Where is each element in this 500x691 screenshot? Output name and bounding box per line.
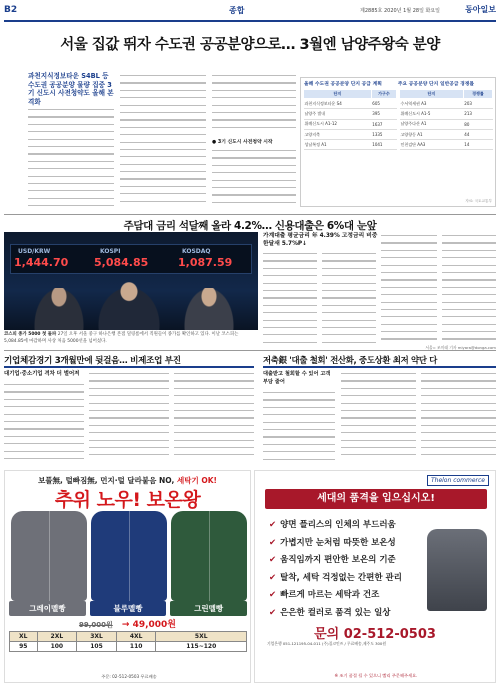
ad-footer: 주문: 02-512-0503 무료배송 (101, 674, 157, 679)
brand-logo: Thelon commerce (427, 475, 489, 486)
ad-tagline-text: 보풀無, 털빠짐無, 먼지·털 달라붙음 NO, (38, 476, 175, 485)
fit-cell: 110 (116, 642, 156, 652)
gray-jacket-image (11, 511, 87, 601)
article3-body-col2 (89, 370, 169, 465)
article4-body-col2 (341, 370, 416, 465)
ad-header: 세대의 품격을 입으십시오! (265, 489, 487, 509)
table-left (303, 89, 397, 150)
jacket-label: 블루멜빵 (90, 601, 167, 616)
caption-text: 27일 오후 서울 중구 하나은행 본점 딜링룸에서 직원들이 종가를 확인하고 있다. 이날 코스피는 5,084.85에 마감하며 사상 처음 5000선을 넘어섰다. (4, 332, 239, 344)
board-value: 1,444.70 (14, 256, 69, 269)
board-label: USD/KRW (18, 248, 51, 255)
article1-body-col2 (120, 72, 206, 210)
person-figure (184, 288, 234, 330)
size-cell: 4XL (116, 632, 156, 642)
feature-item: ✔ 탈착, 세탁 걱정없는 간편한 관리 (269, 572, 402, 583)
headline-rule (263, 366, 496, 368)
table-header: 경쟁률 (463, 90, 492, 99)
table-row: 남양주 별내 395 (304, 109, 397, 119)
article4-subhead: 대출받고 철회할 수 있어 고객 부담 줄어 (263, 371, 331, 385)
size-cell: 5XL (156, 632, 247, 642)
article4-headline: 저축銀 '대출 철회' 전산화, 중도상환 최저 약단 다 (263, 355, 438, 365)
article1-subhead: ● 3기 신도시 사전청약 시작 (212, 140, 273, 145)
feature-item: ✔ 은은한 컬러로 품격 있는 일상 (269, 607, 391, 618)
board-label: KOSPI (100, 248, 121, 255)
article4-body-col3 (421, 370, 496, 465)
article3-body-col3 (174, 370, 254, 465)
page-number: B2 (4, 5, 18, 15)
table-source: 자료: 국토교통부 (465, 199, 492, 203)
article4-body-col1 (263, 389, 335, 465)
old-price: 99,000원 (78, 621, 113, 629)
check-icon: ✔ (269, 572, 277, 583)
commerce-advertisement[interactable] (254, 470, 496, 683)
byline: 서울= 조미래 기자 miyara@donga.com (425, 345, 496, 350)
headline-rule (4, 366, 254, 368)
feature-item: ✔ 양면 플리스의 인체의 부드러움 (269, 520, 396, 530)
coat-image (427, 529, 487, 611)
article2-subhead: 가계대출 평균금리 年 4.39% 고정금리 비중 한달새 5.7%P↓ (263, 233, 378, 247)
section-label: 종합 (229, 6, 245, 15)
size-cell: 3XL (77, 632, 117, 642)
table-header: 단지 (304, 90, 372, 99)
table-row: 고양지축 1335 (304, 129, 397, 139)
fit-cell: 115~120 (156, 642, 247, 652)
second-headline: 주담대 금리 석달째 올라 4.2%… 신용대출은 6%대 눈앞 (123, 220, 377, 232)
check-icon: ✔ (269, 607, 277, 618)
account-info: 기업은행 051-121195-04-011 (주)집코인즈 / 무료배송,제주도 300원 (267, 641, 387, 646)
fit-cell: 105 (77, 642, 117, 652)
new-price: → 49,000원 (121, 620, 177, 630)
table-right (399, 89, 493, 150)
article1-lead: 과천지식정보타운 S4BL 등 수도권 공공분양 물량 집중 3기 신도시 사전청약도 올해 본격화 (28, 72, 114, 106)
board-label: KOSDAQ (182, 248, 211, 255)
size-cell: XL (10, 632, 38, 642)
jacket-label: 그린멜빵 (170, 601, 247, 616)
article3-subhead: 대기업·중소기업 격차 더 벌어져 (4, 371, 80, 377)
feature-list (269, 517, 402, 622)
feature-item: ✔ 가볍지만 눈처럼 따뜻한 보온성 (269, 537, 396, 548)
photo-caption (4, 332, 258, 345)
ad-price (5, 617, 250, 630)
article2-body-col1 (263, 250, 317, 346)
article3-headline: 기업체감경기 3개월만에 뒷걸음… 비제조업 부진 (4, 356, 181, 366)
check-icon: ✔ (269, 520, 277, 530)
newspaper-logo: 동아일보 (465, 5, 496, 14)
ad-title: 추위 노우! 보온왕 (54, 489, 201, 511)
divider (4, 350, 496, 351)
table-row: 고양향동 A1 44 (400, 129, 493, 139)
person-figure (34, 288, 84, 330)
table-row: 위례신도시 A1-12 1637 (304, 119, 397, 129)
check-icon: ✔ (269, 555, 277, 565)
issue-meta: 제2885호 2020년 1월 28일 화요일 (360, 8, 440, 14)
jacket-label: 그레이멜빵 (9, 601, 86, 616)
check-icon: ✔ (269, 537, 277, 548)
feature-item: ✔ 움직임까지 편안한 보온의 기준 (269, 555, 396, 565)
table-title-right: 주요 공공분양 단지 일반공급 경쟁률 (397, 82, 475, 87)
board-value: 5,084.85 (94, 256, 149, 269)
article1-body-col3b (212, 147, 296, 210)
person-figure (94, 282, 164, 330)
table-row: 수서역세권 A3 203 (400, 99, 493, 109)
size-cell: 2XL (37, 632, 77, 642)
table-row: 남양주다산 A1 80 (400, 119, 493, 129)
blue-jacket-image (91, 511, 167, 601)
main-headline: 서울 집값 뛰자 수도권 공공분양으로… 3월엔 남양주왕숙 분양 (60, 37, 440, 53)
table-title-left: 올해 수도권 공공분양 단지 공급 계획 (304, 82, 382, 87)
fit-cell: 95 (10, 642, 38, 652)
market-photo (4, 232, 258, 330)
phone-number[interactable]: 문의 02-512-0503 (314, 627, 436, 642)
fit-cell: 100 (37, 642, 77, 652)
ad-footer: ※ 조기 품절 될 수 있으니 빨리 주문해주세요. (334, 673, 418, 678)
check-icon: ✔ (269, 590, 277, 600)
board-value: 1,087.59 (178, 256, 233, 269)
article1-body-col1 (28, 106, 114, 210)
article2-body-col2 (322, 250, 376, 346)
table-header: 단지 (400, 90, 464, 99)
table-row: 과천지식정보타운 S4 605 (304, 99, 397, 109)
table-header: 가구수 (371, 90, 396, 99)
page-header (4, 4, 496, 22)
article2-body-col4 (442, 232, 496, 346)
size-table (9, 631, 247, 652)
article1-body-col3 (212, 72, 296, 138)
article3-body-col1 (4, 381, 84, 465)
divider (4, 214, 496, 215)
ad-tagline-highlight: 세탁기 OK! (176, 476, 217, 485)
table-row: 성남복정 A1 1041 (304, 140, 397, 150)
supply-table (300, 77, 496, 207)
jacket-labels (9, 601, 247, 616)
article2-body-col3 (381, 232, 437, 346)
jacket-advertisement[interactable] (4, 470, 251, 683)
feature-item: ✔ 빠르게 마르는 세탁과 건조 (269, 590, 380, 600)
caption-title: 코스피 종가 5000 첫 돌파 (4, 332, 57, 337)
table-row: 위례신도시 A1-5 213 (400, 109, 493, 119)
table-row: 인천검단 AA3 14 (400, 140, 493, 150)
green-jacket-image (171, 511, 247, 601)
